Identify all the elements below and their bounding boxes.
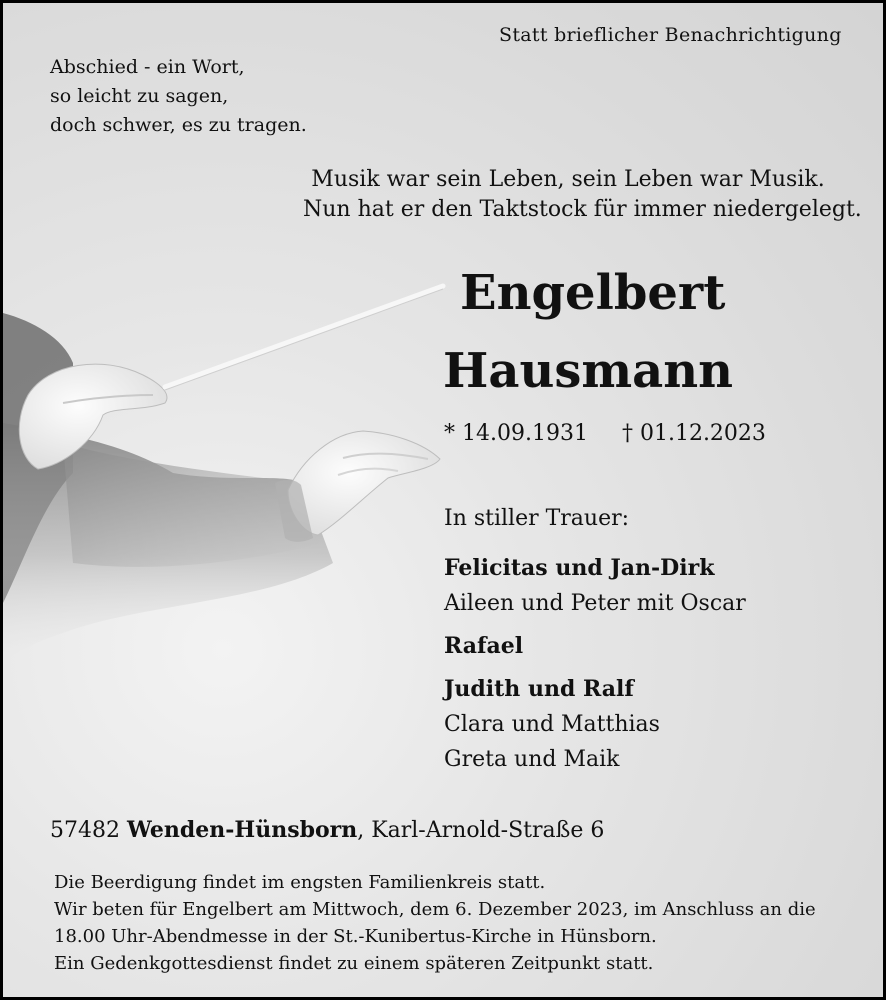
- poem-line: doch schwer, es zu tragen.: [50, 114, 307, 136]
- mourner-lead: Rafael: [444, 633, 524, 659]
- deceased-first-name: Engelbert: [460, 265, 726, 321]
- mourner-member: Clara und Matthias: [444, 712, 660, 737]
- postcode: 57482: [50, 818, 120, 843]
- life-dates: [444, 421, 766, 446]
- mourner-member: Greta und Maik: [444, 747, 620, 772]
- mourner-member: Aileen und Peter mit Oscar: [444, 591, 746, 616]
- funeral-line: Ein Gedenkgottesdienst findet zu einem späteren Zeitpunkt statt.: [54, 953, 654, 974]
- funeral-line: Die Beerdigung findet im engsten Familienkreis statt.: [54, 872, 546, 893]
- birth-date: * 14.09.1931: [444, 421, 588, 446]
- funeral-line: Wir beten für Engelbert am Mittwoch, dem 6. Dezember 2023, im Anschluss an die: [54, 899, 816, 920]
- mourning-address: [50, 817, 604, 843]
- mourners-list: [444, 551, 746, 777]
- mourner-lead: Judith und Ralf: [444, 676, 634, 702]
- motto-line: Musik war sein Leben, sein Leben war Musik.: [311, 167, 825, 192]
- poem-line: so leicht zu sagen,: [50, 85, 229, 107]
- motto-line: Nun hat er den Taktstock für immer niedergelegt.: [303, 197, 862, 222]
- street: , Karl-Arnold-Straße 6: [357, 818, 605, 843]
- funeral-information: [54, 869, 816, 977]
- mourner-lead: Felicitas und Jan-Dirk: [444, 555, 715, 581]
- mourning-heading: In stiller Trauer:: [444, 506, 630, 531]
- funeral-line: 18.00 Uhr-Abendmesse in der St.-Kunibertus-Kirche in Hünsborn.: [54, 926, 657, 947]
- deceased-last-name: Hausmann: [443, 343, 734, 399]
- conductor-hands-illustration: [3, 3, 883, 997]
- farewell-poem: [50, 53, 307, 140]
- notice-line: Statt brieflicher Benachrichtigung: [499, 24, 842, 46]
- city: Wenden-Hünsborn: [127, 817, 358, 843]
- motto: [303, 165, 862, 225]
- poem-line: Abschied - ein Wort,: [50, 56, 245, 78]
- death-date: † 01.12.2023: [621, 421, 766, 446]
